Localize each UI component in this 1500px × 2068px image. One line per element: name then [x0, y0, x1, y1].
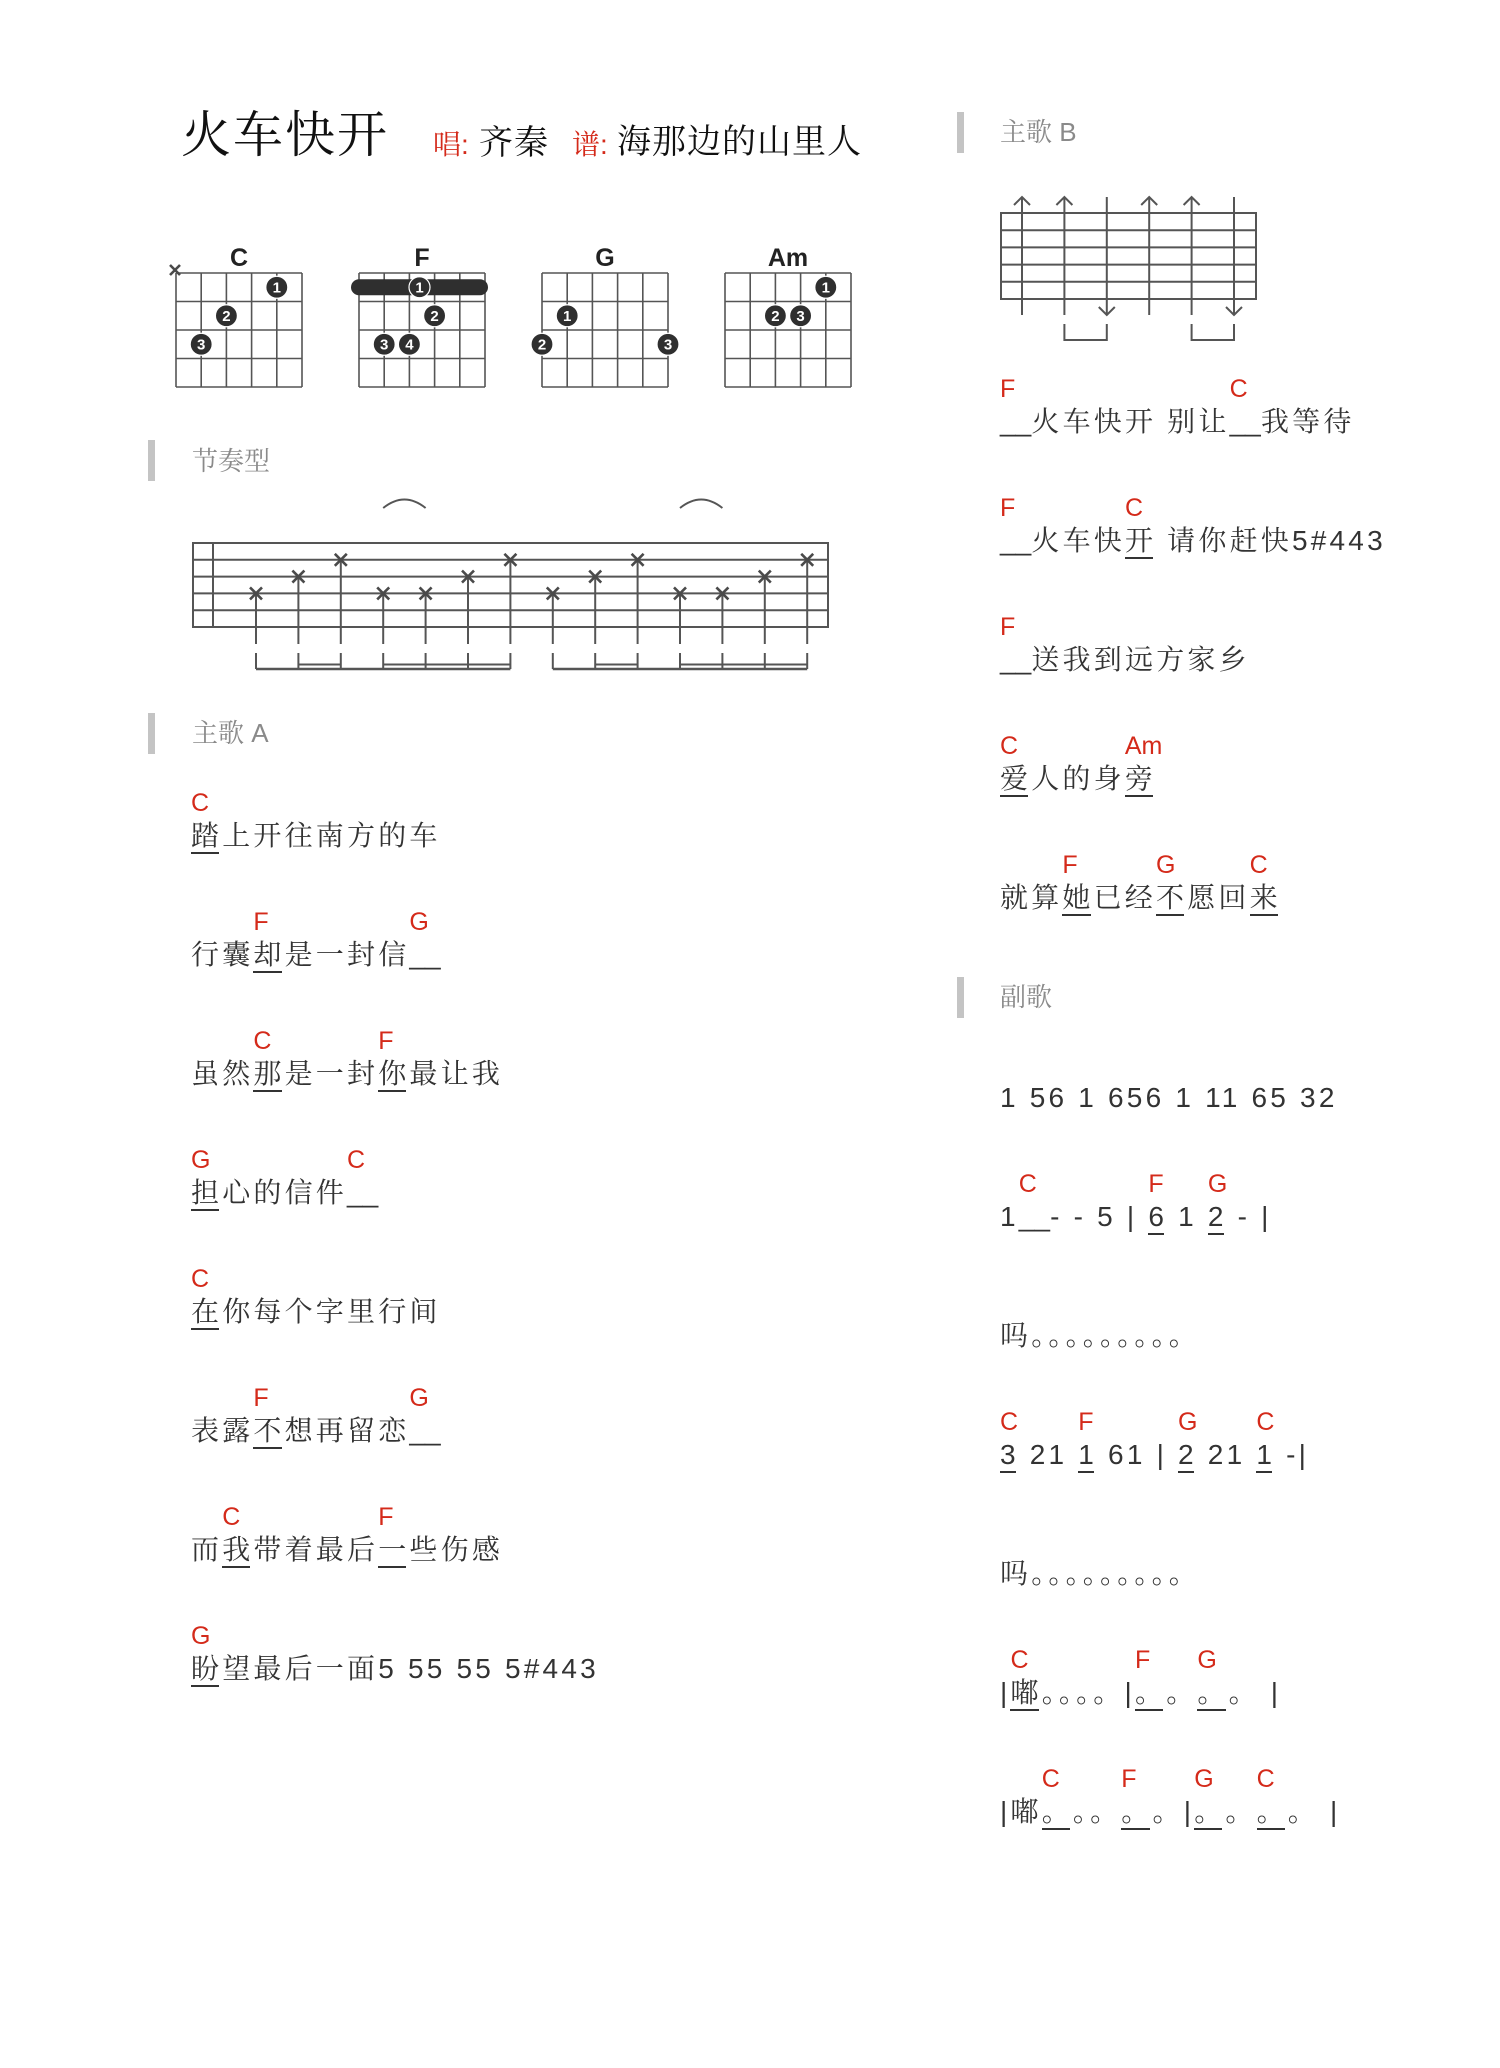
lyric-text: - - 5 |: [1050, 1201, 1149, 1232]
lyric-segment: [191, 1496, 222, 1570]
lyric-text: |: [1000, 1677, 1011, 1708]
lyric-text: 最让我: [409, 1058, 504, 1089]
chord-marker: C: [347, 1146, 366, 1174]
chord-marker: F: [1121, 1765, 1137, 1793]
lyric-segment: [1184, 1758, 1194, 1832]
lyric-segment: [1319, 1758, 1340, 1832]
lyric-text: 1: [1000, 1201, 1019, 1232]
chord-anchored-syllable: [1042, 1758, 1073, 1832]
lyric-line: [1000, 1401, 1309, 1481]
finger-number: 2: [430, 307, 439, 325]
chord-marker: G: [191, 1146, 211, 1174]
lyric-segment: [1229, 1639, 1260, 1713]
lyric-text: 是一封信: [284, 939, 410, 970]
section-title-chorus: 副歌: [1000, 982, 1053, 1012]
lyric-text: |: [1259, 1677, 1282, 1708]
lyric-text: 心的信件: [222, 1177, 348, 1208]
section-title-verse-a: 主歌 A: [192, 718, 269, 748]
chord-marker: C: [191, 1265, 210, 1293]
lyric-text: 带着最后: [253, 1534, 379, 1565]
lyric-text: 开: [1125, 525, 1157, 556]
chord-marker: F: [1000, 375, 1016, 403]
lyric-text: 。: [1256, 1796, 1288, 1827]
singer-label: 唱:: [433, 129, 469, 160]
chord-marker: C: [1010, 1646, 1029, 1674]
lyric-text: |: [1000, 1796, 1011, 1827]
lyric-text: 却: [253, 939, 285, 970]
chord-diagram-name: G: [595, 244, 615, 272]
chord-marker: F: [1062, 851, 1078, 879]
lyric-text: 嘟: [1010, 1796, 1042, 1827]
lyric-segment: [1275, 1401, 1309, 1475]
strum-pattern: [990, 185, 1270, 350]
lyric-text: 火车快: [1031, 525, 1125, 556]
lyric-text: 吗。。。。。。。。。: [1000, 1320, 1201, 1351]
chord-diagrams: [150, 228, 870, 398]
lyric-text: __: [1000, 644, 1032, 675]
lyric-text: 。: [1166, 1677, 1198, 1708]
lyric-segment: [1073, 1758, 1121, 1832]
chord-marker: G: [409, 908, 429, 936]
chord-anchored-syllable: [1000, 725, 1031, 799]
chord-marker: C: [222, 1503, 241, 1531]
lyric-text: 2: [1178, 1439, 1197, 1470]
chord-diagram-Am: [725, 244, 851, 387]
chord-marker: G: [1178, 1408, 1198, 1436]
lyric-segment: [1166, 1639, 1197, 1713]
chord-anchored-syllable: [253, 1020, 284, 1094]
chord-anchored-syllable: [222, 1496, 253, 1570]
lyric-segment: [1097, 1401, 1178, 1475]
lyric-segment: [1031, 368, 1229, 442]
lyric-segment: [1042, 1639, 1125, 1713]
lyric-text: 。: [1194, 1796, 1226, 1827]
lyric-text: 。: [1121, 1796, 1153, 1827]
lyric-segment: [1125, 1639, 1135, 1713]
lyric-segment: [1260, 1639, 1281, 1713]
lyric-text: __: [409, 939, 441, 970]
chord-anchored-syllable: [253, 901, 284, 975]
lyric-text: 已经: [1093, 882, 1157, 913]
lyric-text: 。: [1197, 1677, 1229, 1708]
chord-anchored-syllable: [1019, 1163, 1050, 1237]
lyric-text: 旁: [1124, 763, 1157, 794]
chord-diagram-F: [351, 244, 488, 387]
chord-anchored-syllable: [409, 1377, 440, 1451]
lyric-text: 人的身: [1031, 763, 1125, 794]
lyric-text: 在: [191, 1296, 223, 1327]
arranger-name: 海那边的山里人: [617, 123, 862, 161]
chord-anchored-syllable: [1078, 1401, 1097, 1475]
chord-marker: C: [1256, 1765, 1275, 1793]
lyric-segment: [191, 1377, 253, 1451]
lyric-text: - |: [1226, 1201, 1272, 1232]
lyric-line: [1000, 487, 1386, 567]
lyric-segment: [222, 1139, 347, 1213]
chord-marker: F: [378, 1027, 394, 1055]
lyric-text: __: [1000, 406, 1032, 437]
lyric-segment: [1000, 1044, 1338, 1118]
lyric-text: 她: [1062, 882, 1094, 913]
chord-marker: C: [253, 1027, 272, 1055]
lyric-segment: [1000, 1282, 1200, 1356]
lyric-text: 3: [1000, 1439, 1019, 1470]
chord-anchored-syllable: [1148, 1163, 1167, 1237]
lyric-text: 。。。。: [1041, 1677, 1125, 1708]
chord-marker: F: [1078, 1408, 1094, 1436]
arranger-label: 谱:: [572, 129, 608, 160]
lyric-line: [191, 901, 441, 981]
lyric-text: 火车快开 别让: [1031, 406, 1230, 437]
lyric-text: 。: [1041, 1796, 1073, 1827]
lyric-text: 。: [1287, 1796, 1319, 1827]
section-title-rhythm: 节奏型: [192, 446, 271, 476]
chord-anchored-syllable: [378, 1496, 409, 1570]
lyric-segment: [1031, 725, 1125, 799]
finger-number: 3: [663, 336, 673, 354]
lyric-text: |: [1124, 1677, 1135, 1708]
chord-diagram-name: Am: [767, 244, 809, 272]
lyric-line: [191, 1020, 503, 1100]
lyric-text: 。。: [1072, 1796, 1122, 1827]
chord-diagram-G: [531, 244, 679, 387]
lyric-line: [191, 1139, 378, 1219]
chord-marker: C: [1256, 1408, 1275, 1436]
lyric-text: 想再留恋: [284, 1415, 410, 1446]
lyric-line: [1000, 1639, 1281, 1719]
chord-marker: F: [253, 1384, 269, 1412]
lyric-segment: [222, 782, 440, 856]
chord-marker: G: [1197, 1646, 1217, 1674]
chord-anchored-syllable: [1250, 844, 1281, 918]
lyric-text: 。: [1152, 1796, 1184, 1827]
lyric-segment: [1261, 368, 1355, 442]
lyric-text: 吗。。。。。。。。。: [1000, 1558, 1201, 1589]
rhythm-pattern: [180, 488, 850, 688]
chord-diagram-C: [170, 244, 302, 387]
chord-anchored-syllable: [1062, 844, 1093, 918]
lyric-text: 送我到远方家乡: [1031, 644, 1250, 675]
chord-marker: G: [1194, 1765, 1214, 1793]
lyric-text: __: [1018, 1201, 1050, 1232]
lyric-text: 望最后一面5 55 55 5#443: [222, 1653, 599, 1684]
chord-marker: C: [1125, 494, 1144, 522]
section-bar: [148, 713, 155, 754]
chord-marker: C: [191, 789, 210, 817]
chord-marker: C: [1041, 1765, 1060, 1793]
lyric-segment: [191, 901, 253, 975]
finger-number: 3: [380, 336, 389, 354]
lyric-text: 担: [191, 1177, 223, 1208]
lyric-segment: [222, 1615, 599, 1689]
lyric-text: -|: [1275, 1439, 1310, 1470]
lyric-text: 不: [1156, 882, 1188, 913]
chord-anchored-syllable: [1256, 1401, 1275, 1475]
chord-anchored-syllable: [191, 782, 222, 856]
lyric-line: [1000, 725, 1163, 805]
lyric-text: 你: [378, 1058, 410, 1089]
lyric-segment: [1019, 1401, 1079, 1475]
chord-marker: C: [1000, 1408, 1019, 1436]
lyric-segment: [285, 901, 410, 975]
lyric-segment: [1000, 1758, 1010, 1832]
lyric-line: [1000, 1163, 1272, 1243]
section-bar: [957, 977, 964, 1018]
lyric-segment: [1225, 1758, 1256, 1832]
finger-number: 3: [197, 336, 206, 354]
lyric-text: 来: [1249, 882, 1281, 913]
lyric-segment: [1288, 1758, 1319, 1832]
chord-anchored-syllable: [409, 901, 440, 975]
finger-number: 2: [222, 307, 231, 325]
lyric-text: __: [409, 1415, 441, 1446]
lyric-text: 就算: [1000, 882, 1063, 913]
lyric-text: 表露: [191, 1415, 254, 1446]
lyric-line: [1000, 1520, 1200, 1600]
lyric-text: 。: [1225, 1796, 1257, 1827]
chord-marker: C: [1229, 375, 1248, 403]
chord-anchored-syllable: [378, 1020, 409, 1094]
lyric-line: [1000, 1758, 1340, 1838]
lyric-text: 1: [1167, 1201, 1208, 1232]
finger-number: 2: [771, 307, 780, 325]
lyric-text: 。: [1134, 1677, 1167, 1708]
lyric-segment: [1153, 1758, 1184, 1832]
lyric-segment: [222, 1258, 440, 1332]
lyric-segment: [409, 1496, 503, 1570]
chord-anchored-syllable: [191, 1258, 222, 1332]
lyric-segment: [1167, 1163, 1208, 1237]
lyric-segment: [253, 1496, 378, 1570]
lyric-segment: [191, 1020, 253, 1094]
lyric-text: 上开往南方的车: [222, 820, 441, 851]
lyric-text: 2: [1207, 1201, 1227, 1232]
lyric-text: 我等待: [1260, 406, 1355, 437]
chord-anchored-syllable: [1125, 487, 1156, 561]
lyric-line: [191, 1496, 503, 1576]
muted-string-icon: [170, 265, 180, 275]
chord-marker: G: [409, 1384, 429, 1412]
chord-anchored-syllable: [347, 1139, 378, 1213]
lyric-segment: [1010, 1758, 1041, 1832]
lyric-text: 21: [1018, 1439, 1079, 1470]
lyric-segment: [285, 1020, 379, 1094]
lyric-segment: [1227, 1163, 1272, 1237]
lyric-text: __: [347, 1177, 379, 1208]
finger-number: 1: [415, 279, 424, 297]
lyric-segment: [1000, 1520, 1200, 1594]
lyric-text: 那: [253, 1058, 285, 1089]
lyric-text: 踏: [191, 820, 223, 851]
lyric-text: __: [1000, 525, 1032, 556]
finger-number: 1: [272, 279, 281, 297]
lyric-line: [191, 782, 441, 862]
lyric-text: 61 |: [1097, 1439, 1179, 1470]
lyric-text: 6: [1148, 1201, 1168, 1232]
chord-marker: C: [1000, 732, 1019, 760]
lyric-text: 嘟: [1010, 1677, 1042, 1708]
lyric-text: 不: [253, 1415, 285, 1446]
chord-marker: C: [1249, 851, 1268, 879]
lyric-text: __: [1229, 406, 1261, 437]
chord-anchored-syllable: [1124, 725, 1163, 799]
lyric-text: 愿回: [1187, 882, 1250, 913]
slur-mark: [383, 500, 425, 509]
chord-marker: G: [191, 1622, 211, 1650]
lyric-text: 一: [378, 1534, 410, 1565]
lyric-text: 爱: [1000, 763, 1032, 794]
lyric-segment: [1197, 1401, 1257, 1475]
finger-number: 4: [405, 336, 414, 354]
chord-anchored-syllable: [1257, 1758, 1288, 1832]
lyric-segment: [1187, 844, 1249, 918]
chord-diagram-name: C: [229, 244, 249, 272]
section-bar: [957, 112, 964, 153]
chord-marker: F: [378, 1503, 394, 1531]
lyric-segment: [1094, 844, 1156, 918]
lyric-text: 。: [1228, 1677, 1260, 1708]
chord-marker: F: [1148, 1170, 1164, 1198]
chord-anchored-syllable: [1000, 1401, 1019, 1475]
lyric-text: 1: [1078, 1439, 1098, 1470]
chord-anchored-syllable: [1135, 1639, 1166, 1713]
chord-anchored-syllable: [1197, 1639, 1228, 1713]
lyric-text: 我: [222, 1534, 254, 1565]
chord-marker: G: [1156, 851, 1176, 879]
strum-beam-bracket: [1192, 324, 1234, 340]
lyric-segment: [1050, 1163, 1148, 1237]
lyric-segment: [285, 1377, 410, 1451]
lyric-line: [1000, 844, 1281, 924]
finger-number: 1: [563, 307, 572, 325]
slur-mark: [680, 500, 722, 509]
lyric-line: [1000, 1044, 1338, 1124]
finger-number: 3: [796, 307, 805, 325]
chord-anchored-syllable: [1156, 844, 1187, 918]
chord-marker: F: [253, 908, 269, 936]
chord-anchored-syllable: [1194, 1758, 1225, 1832]
chord-marker: F: [1000, 494, 1016, 522]
lyric-segment: [1000, 844, 1062, 918]
chord-anchored-syllable: [1010, 1639, 1041, 1713]
lyric-text: 盼: [191, 1653, 223, 1684]
lyric-line: [191, 1377, 441, 1457]
chord-anchored-syllable: [253, 1377, 284, 1451]
lyric-text: 是一封: [284, 1058, 379, 1089]
lyric-line: [191, 1258, 441, 1338]
lyric-text: 你每个字里行间: [222, 1296, 441, 1327]
lyric-line: [1000, 606, 1250, 686]
lyric-text: 而: [191, 1534, 223, 1565]
finger-number: 1: [821, 279, 830, 297]
chord-marker: C: [1018, 1170, 1037, 1198]
chord-anchored-syllable: [1000, 368, 1031, 442]
chord-marker: F: [1000, 613, 1016, 641]
lyric-segment: [1000, 1163, 1019, 1237]
section-title-verse-b: 主歌 B: [1000, 117, 1077, 147]
chord-anchored-syllable: [1121, 1758, 1152, 1832]
lyric-text: 行囊: [191, 939, 254, 970]
lyric-text: 请你赶快5#443: [1156, 525, 1386, 556]
song-title: 火车快开: [181, 107, 389, 163]
chord-anchored-syllable: [1178, 1401, 1197, 1475]
strum-beam-bracket: [1064, 324, 1106, 340]
finger-number: 2: [537, 336, 547, 354]
chord-anchored-syllable: [191, 1615, 222, 1689]
lyric-segment: [409, 1020, 503, 1094]
lyric-line: [191, 1615, 599, 1695]
chord-anchored-syllable: [191, 1139, 222, 1213]
lyric-text: 1 56 1 656 1 11 65 32: [1000, 1082, 1338, 1113]
lyric-line: [1000, 368, 1355, 448]
section-bar: [148, 440, 155, 481]
chord-marker: Am: [1124, 732, 1163, 760]
chord-anchored-syllable: [1000, 606, 1031, 680]
lyric-segment: [1031, 606, 1249, 680]
lyric-text: 些伤感: [409, 1534, 504, 1565]
lyric-segment: [1031, 487, 1125, 561]
singer-name: 齐秦: [479, 124, 549, 162]
lyric-text: |: [1319, 1796, 1341, 1827]
lyric-line: [1000, 1282, 1200, 1362]
lyric-text: |: [1183, 1796, 1195, 1827]
lyric-segment: [1000, 1639, 1010, 1713]
chord-anchored-syllable: [1000, 487, 1031, 561]
chord-anchored-syllable: [1230, 368, 1261, 442]
lyric-text: 21: [1196, 1439, 1257, 1470]
chord-diagram-name: F: [414, 244, 430, 272]
chord-marker: G: [1207, 1170, 1228, 1198]
chord-marker: F: [1134, 1646, 1151, 1674]
lyric-segment: [1156, 487, 1386, 561]
chord-anchored-syllable: [1208, 1163, 1227, 1237]
lyric-text: 1: [1256, 1439, 1276, 1470]
lyric-text: 虽然: [191, 1058, 254, 1089]
